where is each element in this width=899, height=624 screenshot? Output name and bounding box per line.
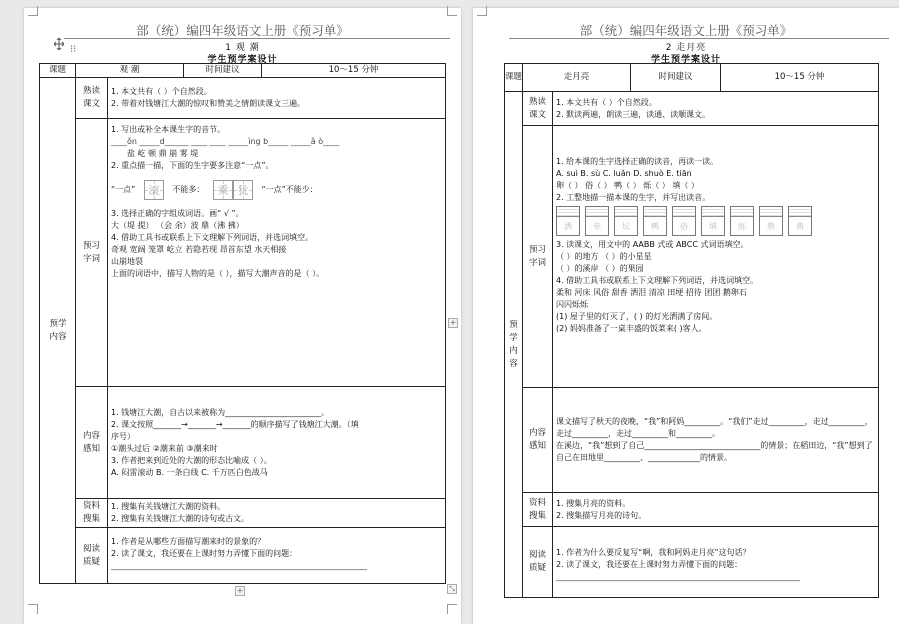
trace-grid <box>556 206 875 236</box>
material-line-1: 1. 搜集月亮的资料。 <box>556 498 631 508</box>
feel-line-3: 序号） <box>111 431 135 441</box>
time-label: 时间建议 <box>631 64 721 92</box>
material-line-2: 2. 搜集有关钱塘江大潮的诗句或古文。 <box>111 514 250 523</box>
read-line-1: 1. 本文共有（ ）个自然段。 <box>556 97 657 107</box>
question-line-1: 1. 作者是从哪些方面描写潮来时的景象的？ <box>111 537 266 546</box>
one-dot-label: “一点” <box>111 185 136 194</box>
choice-row: 大（堤 提） （会 余）波 鼎（沸 拂） <box>111 221 244 230</box>
pinyin-write-area[interactable] <box>673 207 695 217</box>
words-q3: 3. 读课文，用文中的 AABB 式或 ABCC 式词语填空。 <box>556 240 749 249</box>
question-label: 阅读质疑 <box>523 527 553 598</box>
table-resize-handle-icon[interactable]: ⤡ <box>447 584 457 594</box>
trace-char: 填 <box>709 222 717 231</box>
no-more-label: 不能多： <box>172 185 205 194</box>
time-value: 10～15 分钟 <box>721 64 879 92</box>
document-page-2 <box>473 8 899 624</box>
trace-box[interactable] <box>788 206 812 236</box>
material-label: 资料搜集 <box>76 499 108 528</box>
table-move-handle-icon[interactable]: ⁝⁝ <box>70 44 77 55</box>
time-value: 10～15 分钟 <box>262 64 446 78</box>
trace-char: 烁 <box>738 222 746 231</box>
lesson-title: 2 走月亮 <box>665 43 707 53</box>
header-underline <box>64 38 450 39</box>
trace-box[interactable] <box>643 206 667 236</box>
pinyin-write-area[interactable] <box>702 207 724 217</box>
page-corner-mark <box>477 6 487 16</box>
topic-value: 走月亮 <box>523 64 631 92</box>
material-line-2: 2. 搜集描写月亮的诗句。 <box>556 510 647 520</box>
words-q1: 1. 给本课的生字选择正确的读音，再读一读。 <box>556 157 719 166</box>
no-less-label: “一点”不能少： <box>261 185 318 194</box>
feel-line-1: 1. 钱塘江大潮，自古以来被称为________________________。 <box>111 407 330 417</box>
read-label: 熟读课文 <box>76 78 108 119</box>
page-header: 部（统）编四年级语文上册《预习单》 <box>579 23 793 38</box>
material-label: 资料搜集 <box>523 493 553 527</box>
read-line-2: 2. 带着对钱塘江大潮的惊叹和赞美之情朗读课文三遍。 <box>111 99 306 108</box>
feel-line-4: ①潮头过后 ②潮来前 ③潮来时 <box>111 443 218 453</box>
answer-blank[interactable]: ________________________________________________________________ <box>111 561 367 570</box>
pinyin-write-area[interactable] <box>760 207 782 217</box>
feel-label: 内容感知 <box>523 388 553 493</box>
fill-sentence: 上面的词语中，描写人物的是（ ），描写大潮声音的是（ ）。 <box>111 269 325 278</box>
document-page-1 <box>24 8 461 624</box>
trace-char: 洒 <box>564 222 572 231</box>
page-corner-mark <box>447 6 457 16</box>
feel-para-2: 在溪边，“我”想到了自己_____________________________的情景；在稻田边，“我”想到了自己在田地里_________、_____________的情景。 <box>556 441 873 462</box>
vocab-row-2: 闪闪烁烁 <box>556 300 588 309</box>
pinyin-write-area[interactable] <box>644 207 666 217</box>
question-line-2: 2. 读了课文，我还要在上课时努力弄懂下面的问题： <box>556 560 743 569</box>
feel-line-6: A. 闷雷滚动 B. 一条白线 C. 千万匹白色战马 <box>111 467 268 477</box>
trace-char: 牵 <box>593 222 601 231</box>
trace-char: 熟 <box>767 222 775 231</box>
words-label: 预习字词 <box>76 119 108 387</box>
lesson-title: 1 观 潮 <box>225 43 260 53</box>
trace-box[interactable] <box>730 206 754 236</box>
table-add-column-button[interactable]: + <box>449 318 457 327</box>
read-line-2: 2. 默读两遍，朗读三遍，读通、读顺课文。 <box>556 109 711 119</box>
page-corner-mark <box>447 604 457 614</box>
trace-char: 俗 <box>680 222 688 231</box>
pinyin-write-area[interactable] <box>789 207 811 217</box>
lesson-plan-table <box>504 63 879 598</box>
words-q3: 3. 选择正确的字组成词语。画“ √ ”。 <box>111 209 244 218</box>
header-underline <box>509 38 889 39</box>
question-line-2: 2. 读了课文，我还要在上课时努力弄懂下面的问题： <box>111 549 298 558</box>
table-add-row-button[interactable]: + <box>236 586 244 595</box>
page-corner-mark <box>28 604 38 614</box>
pinyin-write-area[interactable] <box>615 207 637 217</box>
feel-line-2: 2. 课文按照_______→_______→_______的顺序描写了钱塘江大潮。（填 <box>111 419 359 429</box>
words-q2: 2. 工整地描一描本课的生字，并写出读音。 <box>556 193 711 202</box>
char-matches: 卵（ ） 俗（ ） 鸭（ ） 烁（ ） 填（ ） <box>556 181 699 190</box>
sub-title: 学生预学案设计 <box>207 55 278 65</box>
trace-box[interactable] <box>701 206 725 236</box>
pinyin-row: ____ǒn _____d______ ____ ____ _____ìng b_____ _____ǎ ò____ <box>111 137 340 146</box>
time-label: 时间建议 <box>184 64 262 78</box>
sentence-2: (2) 妈妈准备了一桌丰盛的饭菜来( )客人。 <box>556 324 707 333</box>
feel-line-5: 3. 作者把来到近处的大潮的形态比喻成（ ）。 <box>111 455 272 465</box>
question-line-1: 1. 作者为什么要反复写“啊，我和阿妈走月亮”这句话？ <box>556 548 751 557</box>
feel-para-1: 课文描写了秋天的夜晚，“我”和阿妈_________。“我们”走过_________，走过_________，走过_________，走过_________和_________。 <box>556 417 873 438</box>
words-q4: 4. 借助工具书或联系上下文理解下列词语，并选词填空。 <box>111 233 314 242</box>
trace-char: 坛 <box>622 222 630 231</box>
chars-row: 盐 屹 顿 鼎 崩 雾 堤 <box>127 149 199 158</box>
pinyin-options: A. suì B. sù C. luǎn D. shuò E. tiān <box>556 169 692 178</box>
pinyin-write-area[interactable] <box>586 207 608 217</box>
words-q1: 1. 写出或补全本课生字的音节。 <box>111 125 226 134</box>
preview-content-label: 预学内容 <box>505 92 523 598</box>
vocab-row-1: 奇观 宽阔 笼罩 屹立 若隐若现 昂首东望 水天相接 <box>111 245 287 254</box>
words-q2: 2. 重点描一描，下面的生字要多注意“一点”。 <box>111 161 274 170</box>
trace-box[interactable] <box>556 206 580 236</box>
page-corner-mark <box>28 6 38 16</box>
trace-box[interactable] <box>585 206 609 236</box>
lesson-plan-table <box>39 63 446 584</box>
fill-row-1: （ ）的地方 （ ）的小星星 <box>556 252 652 261</box>
read-label: 熟读课文 <box>523 92 553 126</box>
trace-char: 典 <box>796 222 804 231</box>
trace-box[interactable]: 滚 <box>144 180 164 200</box>
words-label: 预习字词 <box>523 126 553 388</box>
vocab-row-1: 柔和 河床 风俗 甜香 洒泪 清凉 田埂 招待 团团 鹅卵石 <box>556 288 747 297</box>
pinyin-write-area[interactable] <box>731 207 753 217</box>
topic-value: 观 潮 <box>76 64 184 78</box>
topic-label: 课题 <box>40 64 76 78</box>
sub-title: 学生预学案设计 <box>650 55 721 65</box>
trace-box[interactable]: 乘 <box>213 180 233 200</box>
trace-box[interactable] <box>672 206 696 236</box>
vocab-row-2: 山崩地裂 <box>111 257 143 266</box>
trace-box[interactable] <box>759 206 783 236</box>
sentence-1: (1) 屋子里的灯灭了，( ) 的灯光洒满了房间。 <box>556 312 718 321</box>
trace-box[interactable]: 犹 <box>233 180 253 200</box>
pinyin-write-area[interactable] <box>557 207 579 217</box>
trace-box[interactable] <box>614 206 638 236</box>
topic-label: 课题 <box>505 64 523 92</box>
answer-blank[interactable]: _____________________________________________________________ <box>556 572 800 581</box>
material-line-1: 1. 搜集有关钱塘江大潮的资料。 <box>111 502 226 511</box>
read-line-1: 1. 本文共有（ ）个自然段。 <box>111 87 212 96</box>
words-q4: 4. 借助工具书或联系上下文理解下列词语，并选词填空。 <box>556 276 759 285</box>
page-header: 部（统）编四年级语文上册《预习单》 <box>136 23 349 38</box>
trace-char: 鸭 <box>651 222 659 231</box>
preview-content-label: 预学内容 <box>40 78 76 584</box>
fill-row-2: （ ）的溪岸 （ ）的果园 <box>556 264 644 273</box>
feel-label: 内容感知 <box>76 387 108 499</box>
question-label: 阅读质疑 <box>76 528 108 584</box>
